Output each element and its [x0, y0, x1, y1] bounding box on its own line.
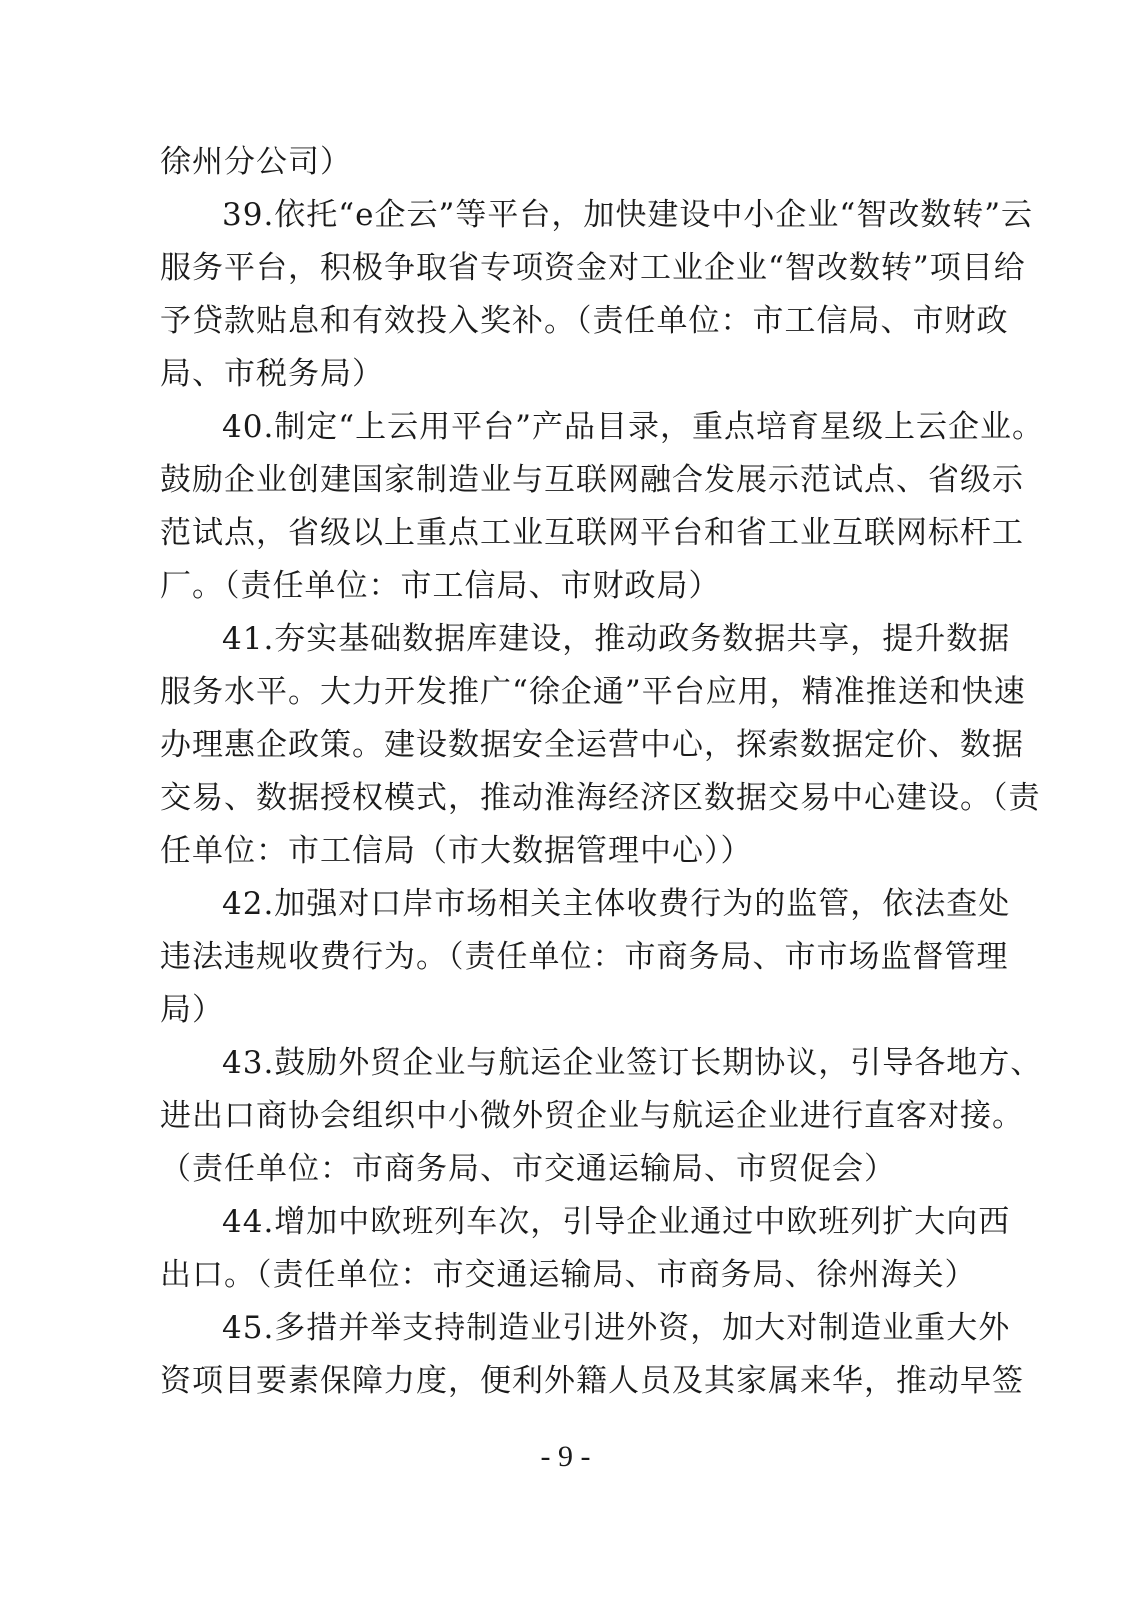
item-44-line-2: 出口。（责任单位：市交通运输局、市商务局、徐州海关） — [160, 1257, 977, 1293]
item-40-line-2: 鼓励企业创建国家制造业与互联网融合发展示范试点、省级示 — [160, 462, 1024, 498]
item-41-line-3: 办理惠企政策。建设数据安全运营中心，探索数据定价、数据 — [160, 727, 1024, 763]
item-40-line-4: 厂。（责任单位：市工信局、市财政局） — [160, 568, 721, 604]
item-42-line-2: 违法违规收费行为。（责任单位：市商务局、市市场监督管理 — [160, 939, 1009, 975]
item-41-line-1: 41.夯实基础数据库建设，推动政务数据共享，提升数据 — [222, 621, 1011, 657]
text-line: 徐州分公司） — [160, 144, 352, 180]
item-43-line-3: （责任单位：市商务局、市交通运输局、市贸促会） — [160, 1151, 896, 1187]
item-41-line-5: 任单位：市工信局（市大数据管理中心）） — [160, 833, 753, 869]
item-45-line-1: 45.多措并举支持制造业引进外资，加大对制造业重大外 — [222, 1310, 1011, 1346]
item-39-line-3: 予贷款贴息和有效投入奖补。（责任单位：市工信局、市财政 — [160, 303, 1009, 339]
document-body — [160, 136, 1044, 1408]
item-43-line-2: 进出口商协会组织中小微外贸企业与航运企业进行直客对接。 — [160, 1098, 1024, 1134]
item-44-line-1: 44.增加中欧班列车次，引导企业通过中欧班列扩大向西 — [222, 1204, 1011, 1240]
item-39-line-1: 39.依托“e企云”等平台，加快建设中小企业“智改数转”云 — [222, 197, 1034, 233]
item-39-line-2: 服务平台，积极争取省专项资金对工业企业“智改数转”项目给 — [160, 250, 1026, 286]
item-42-line-3: 局） — [160, 992, 224, 1028]
item-41-line-2: 服务水平。大力开发推广“徐企通”平台应用，精准推送和快速 — [160, 674, 1026, 710]
item-41-line-4: 交易、数据授权模式，推动淮海经济区数据交易中心建设。（责 — [160, 780, 1041, 816]
item-43-line-1: 43.鼓励外贸企业与航运企业签订长期协议，引导各地方、 — [222, 1045, 1043, 1081]
item-40-line-1: 40.制定“上云用平台”产品目录，重点培育星级上云企业。 — [222, 409, 1044, 445]
item-45-line-2: 资项目要素保障力度，便利外籍人员及其家属来华，推动早签 — [160, 1363, 1024, 1399]
page-number: - 9 - — [540, 1440, 591, 1473]
item-42-line-1: 42.加强对口岸市场相关主体收费行为的监管，依法查处 — [222, 886, 1011, 922]
item-39-line-4: 局、市税务局） — [160, 356, 384, 392]
item-40-line-3: 范试点，省级以上重点工业互联网平台和省工业互联网标杆工 — [160, 515, 1024, 551]
